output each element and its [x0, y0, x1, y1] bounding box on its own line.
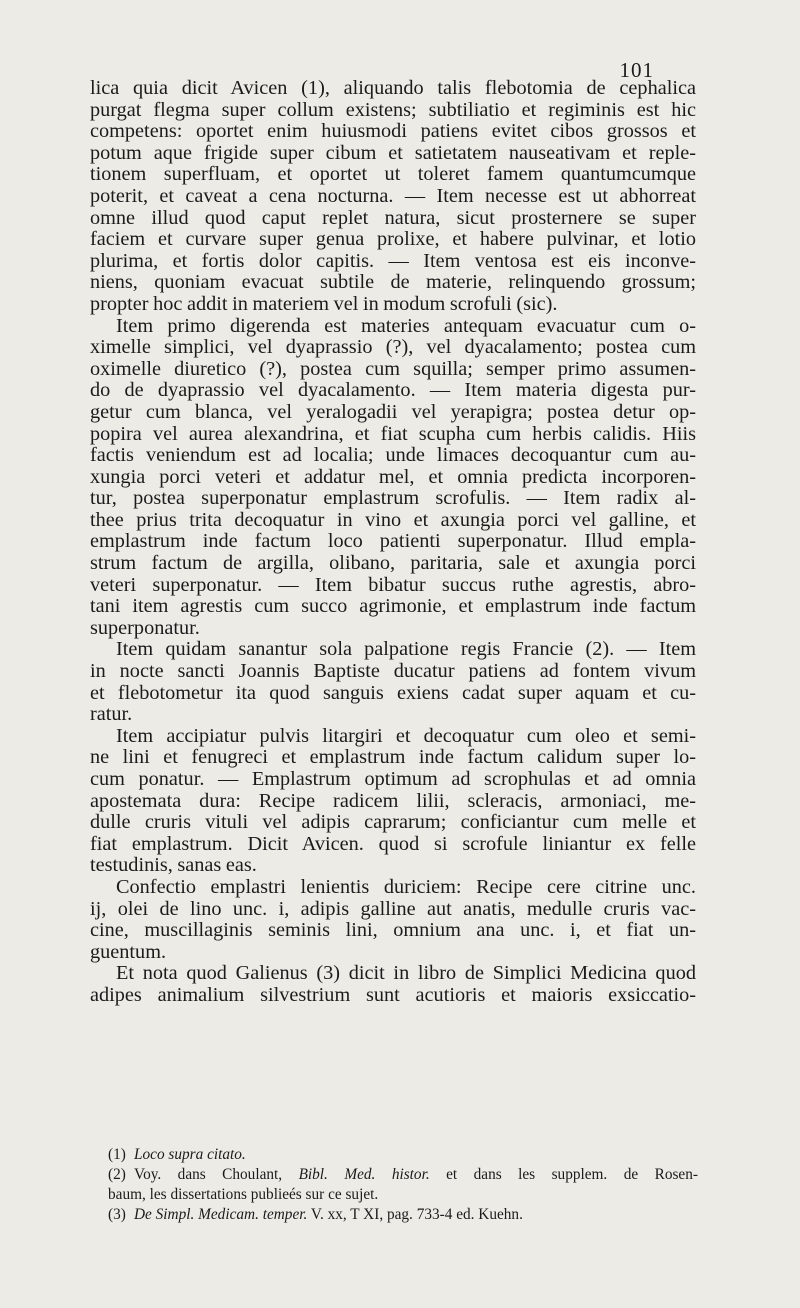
text-line: strum factum de argilla, olibano, paritaria, sale et axungia porci	[90, 552, 696, 575]
text-line: omne illud quod caput replet natura, sicut prosternere se super	[90, 206, 696, 229]
text-line: cum ponatur. — Emplastrum optimum ad scrophulas et ad omnia	[90, 768, 696, 790]
text-line: adipes animalium silvestrium sunt acutioris et maioris exsiccatio-	[90, 983, 696, 1006]
footnote-2	[108, 1165, 698, 1185]
text-line: faciem et curvare super genua prolixe, et habere pulvinar, et lotio	[90, 228, 696, 251]
text-line: ij, olei de lino unc. i, adipis galline aut anatis, medulle cruris vac-	[90, 897, 696, 920]
footnote-text: et dans les supplem. de Rosen-	[446, 1166, 698, 1183]
footnote-2-continued: baum, les dissertations publieés sur ce sujet.	[108, 1186, 379, 1203]
text-line: tur, postea superponatur emplastrum scrofulis. — Item radix al-	[90, 487, 696, 510]
text-line: fiat emplastrum. Dicit Avicen. quod si scrofule liniantur ex felle	[90, 832, 696, 855]
footnote-1	[108, 1145, 698, 1165]
text-line: et flebotometur ita quod sanguis exiens cadat super aquam et cu-	[90, 681, 696, 704]
page-number: 101	[619, 58, 654, 82]
text-line: potum aque frigide super cibum et satietatem nauseativam et reple-	[90, 141, 696, 164]
text-line: apostemata dura: Recipe radicem lilii, scleracis, armoniaci, me-	[90, 789, 696, 812]
text-line: guentum.	[90, 940, 167, 963]
footnote-number: (1)	[108, 1146, 126, 1163]
text-line: dulle cruris vituli vel adipis caprarum; conficiantur cum melle et	[90, 811, 696, 834]
text-line: competens: oportet enim huiusmodi patiens evitet cibos grossos et	[90, 120, 696, 143]
footnote-work-title: Bibl. Med. histor.	[298, 1166, 430, 1183]
footnotes	[108, 1145, 698, 1225]
footnote-text: Loco supra citato.	[134, 1146, 246, 1163]
text-line: thee prius trita decoquatur in vino et axungia porci vel galline, et	[90, 508, 696, 531]
text-line: ximelle simplici, vel dyaprassio (?), vel dyacalamento; postea cum	[90, 336, 696, 359]
text-line: popira vel aurea alexandrina, et fiat scupha cum herbis calidis. Hiis	[90, 422, 696, 445]
text-line: Item primo digerenda est materies antequam evacuatur cum o-	[116, 314, 696, 337]
footnote-number: (3)	[108, 1206, 126, 1223]
text-line: propter hoc addit in materiem vel in modum scrofuli (sic).	[90, 292, 558, 315]
footnote-number: (2)	[108, 1166, 126, 1183]
text-line: testudinis, sanas eas.	[90, 854, 257, 877]
footnote-work-title: De Simpl. Medicam. temper.	[134, 1206, 308, 1223]
text-line: getur cum blanca, vel yeralogadii vel yerapigra; postea detur op-	[90, 400, 696, 423]
text-line: superponatur.	[90, 616, 200, 639]
text-line: tani item agrestis cum succo agrimonie, et emplastrum inde factum	[90, 595, 696, 618]
text-line: emplastrum inde factum loco patienti superponatur. Illud empla-	[90, 530, 696, 553]
text-line: purgat flegma super collum existens; subtiliatio et regiminis est hic	[90, 98, 696, 121]
text-line: niens, quoniam evacuat subtile de materie, relinquendo grossum;	[90, 271, 696, 294]
text-line: oximelle diuretico (?), postea cum squilla; semper primo assumen-	[90, 357, 696, 380]
text-line: factis veniendum est ad localia; unde limaces decoquantur cum au-	[90, 444, 696, 467]
text-line: lica quia dicit Avicen (1), aliquando talis flebotomia de cephalica	[90, 77, 696, 99]
text-line: do de dyaprassio vel dyacalamento. — Item materia digesta pur-	[90, 379, 696, 402]
body-text	[90, 78, 696, 1007]
text-line: Item quidam sanantur sola palpatione regis Francie (2). — Item	[116, 638, 696, 661]
text-line: plurima, et fortis dolor capitis. — Item ventosa est eis inconve-	[90, 249, 696, 272]
footnote-3	[108, 1205, 698, 1225]
text-line: in nocte sancti Joannis Baptiste ducatur patiens ad fontem vivum	[90, 660, 696, 683]
text-line: Et nota quod Galienus (3) dicit in libro de Simplici Medicina quod	[116, 962, 696, 985]
text-line: cine, muscillaginis seminis lini, omnium ana unc. i, et fiat un-	[90, 919, 696, 942]
text-line: Confectio emplastri lenientis duriciem: Recipe cere citrine unc.	[116, 875, 696, 898]
text-line: Item accipiatur pulvis litargiri et decoquatur cum oleo et semi-	[116, 724, 696, 747]
text-line: poterit, et caveat a cena nocturna. — Item necesse est ut abhorreat	[90, 184, 696, 207]
text-line: xungia porci veteri et addatur mel, et omnia predicta incorporen-	[90, 465, 696, 488]
text-line: ne lini et fenugreci et emplastrum inde factum calidum super lo-	[90, 746, 696, 769]
text-line: tionem superfluam, et oportet ut toleret famem quantumcumque	[90, 163, 696, 186]
text-line: ratur.	[90, 703, 133, 726]
footnote-text: Voy. dans Choulant,	[134, 1166, 283, 1183]
text-line: veteri superponatur. — Item bibatur succus ruthe agrestis, abro-	[90, 573, 696, 596]
footnote-text: V. xx, T XI, pag. 733-4 ed. Kuehn.	[310, 1206, 523, 1223]
